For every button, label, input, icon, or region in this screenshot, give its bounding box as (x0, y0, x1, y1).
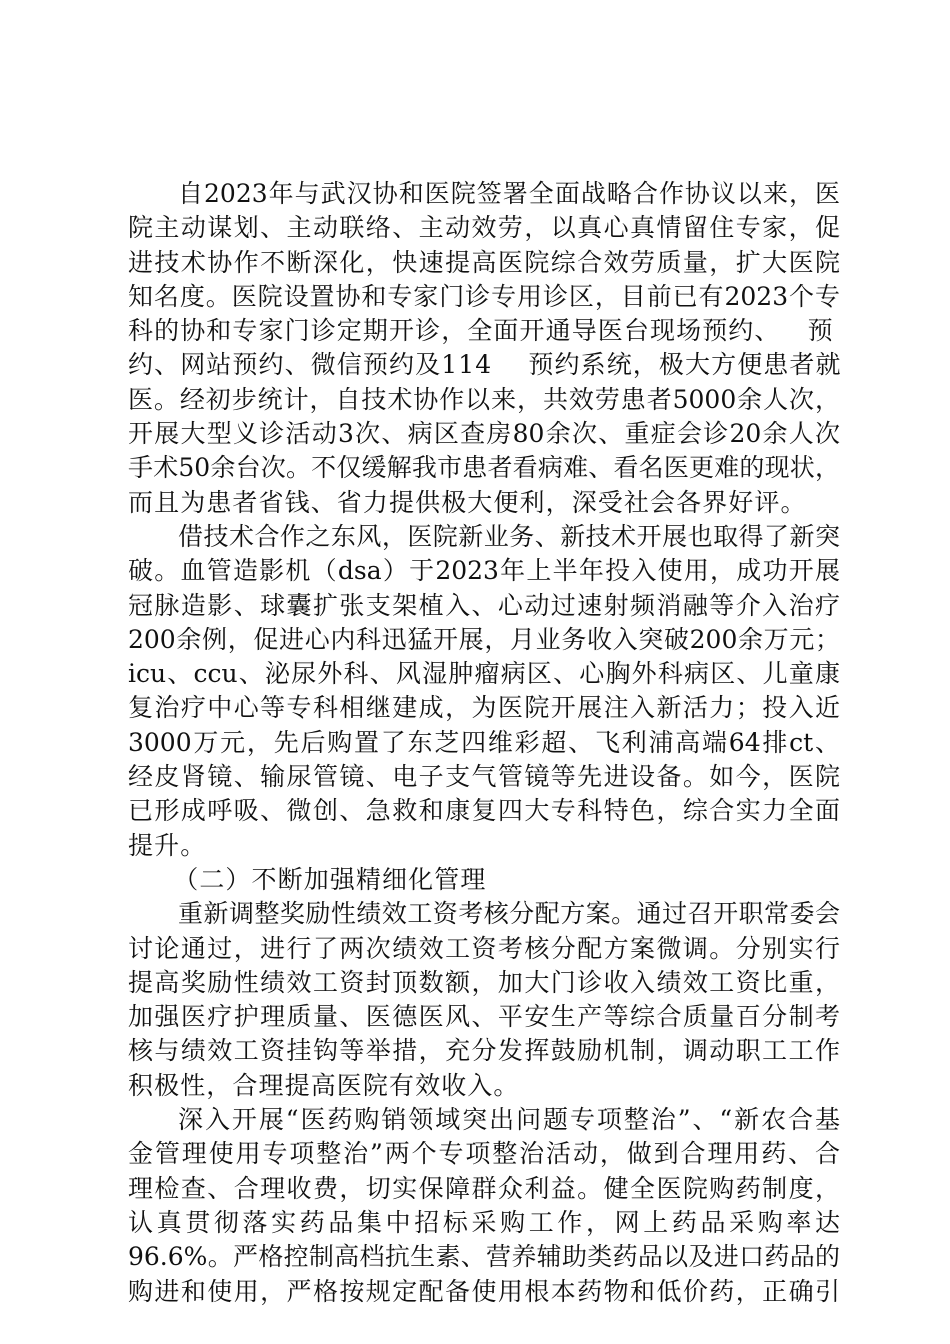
text-line: 冠脉造影、球囊扩张支架植入、心动过速射频消融等介入治疗 (128, 590, 840, 620)
text-line: 知名度。医院设置协和专家门诊专用诊区，目前已有2023个专 (128, 281, 840, 311)
text-line: 购进和使用，严格按规定配备使用根本药物和低价药，正确引 (128, 1276, 840, 1306)
text-line: icu、ccu、泌尿外科、风湿肿瘤病区、心胸外科病区、儿童康 (128, 659, 840, 689)
text-line: 讨论通过，进行了两次绩效工资考核分配方案微调。分别实行 (128, 933, 840, 963)
text-line: 核与绩效工资挂钩等举措，充分发挥鼓励机制，调动职工工作 (128, 1036, 840, 1066)
text-line: 院主动谋划、主动联络、主动效劳，以真心真情留住专家，促 (128, 213, 840, 243)
text-line: 3000万元，先后购置了东芝四维彩超、飞利浦高端64排ct、 (128, 727, 840, 757)
text-line: 手术50余台次。不仅缓解我市患者看病难、看名医更难的现状， (128, 453, 840, 483)
text-line: 破。血管造影机（dsa）于2023年上半年投入使用，成功开展 (128, 556, 840, 586)
text-line: 提升。 (128, 830, 207, 860)
text-line: 深入开展“医药购销领域突出问题专项整治”、“新农合基 (178, 1105, 840, 1135)
text-line: 医。经初步统计，自技术协作以来，共效劳患者5000余人次， (128, 384, 840, 414)
text-line: 进技术协作不断深化，快速提高医院综合效劳质量，扩大医院 (128, 247, 840, 277)
text-line: 积极性，合理提高医院有效收入。 (128, 1070, 520, 1100)
text-line: 认真贯彻落实药品集中招标采购工作，网上药品采购率达 (128, 1207, 840, 1237)
text-line: 96.6%。严格控制高档抗生素、营养辅助类药品以及进口药品的 (128, 1242, 840, 1272)
text-line: 科的协和专家门诊定期开诊，全面开通导医台现场预约、 预 (128, 316, 834, 346)
text-line: 提高奖励性绩效工资封顶数额，加大门诊收入绩效工资比重， (128, 967, 840, 997)
text-line: 加强医疗护理质量、医德医风、平安生产等综合质量百分制考 (128, 1002, 840, 1032)
text-line: 已形成呼吸、微创、急救和康复四大专科特色，综合实力全面 (128, 796, 840, 826)
text-line: 而且为患者省钱、省力提供极大便利，深受社会各界好评。 (128, 487, 807, 517)
text-line: （二）不断加强精细化管理 (128, 864, 487, 894)
text-line: 借技术合作之东风，医院新业务、新技术开展也取得了新突 (178, 521, 840, 551)
text-line: 自2023年与武汉协和医院签署全面战略合作协议以来，医 (178, 179, 840, 208)
text-line: 开展大型义诊活动3次、病区查房80余次、重症会诊20余人次 (128, 419, 840, 449)
text-line: 200余例，促进心内科迅猛开展，月业务收入突破200余万元； (128, 624, 840, 654)
text-line: 理检查、合理收费，切实保障群众利益。健全医院购药制度， (128, 1173, 840, 1203)
text-line: 重新调整奖励性绩效工资考核分配方案。通过召开职常委会 (178, 899, 840, 929)
body-text (128, 177, 840, 1309)
text-line: 金管理使用专项整治”两个专项整治活动，做到合理用药、合 (128, 1139, 840, 1169)
text-line: 约、网站预约、微信预约及114 预约系统，极大方便患者就 (128, 350, 842, 380)
text-line: 经皮肾镜、输尿管镜、电子支气管镜等先进设备。如今，医院 (128, 762, 840, 792)
text-line: 复治疗中心等专科相继建成，为医院开展注入新活力；投入近 (128, 693, 840, 723)
